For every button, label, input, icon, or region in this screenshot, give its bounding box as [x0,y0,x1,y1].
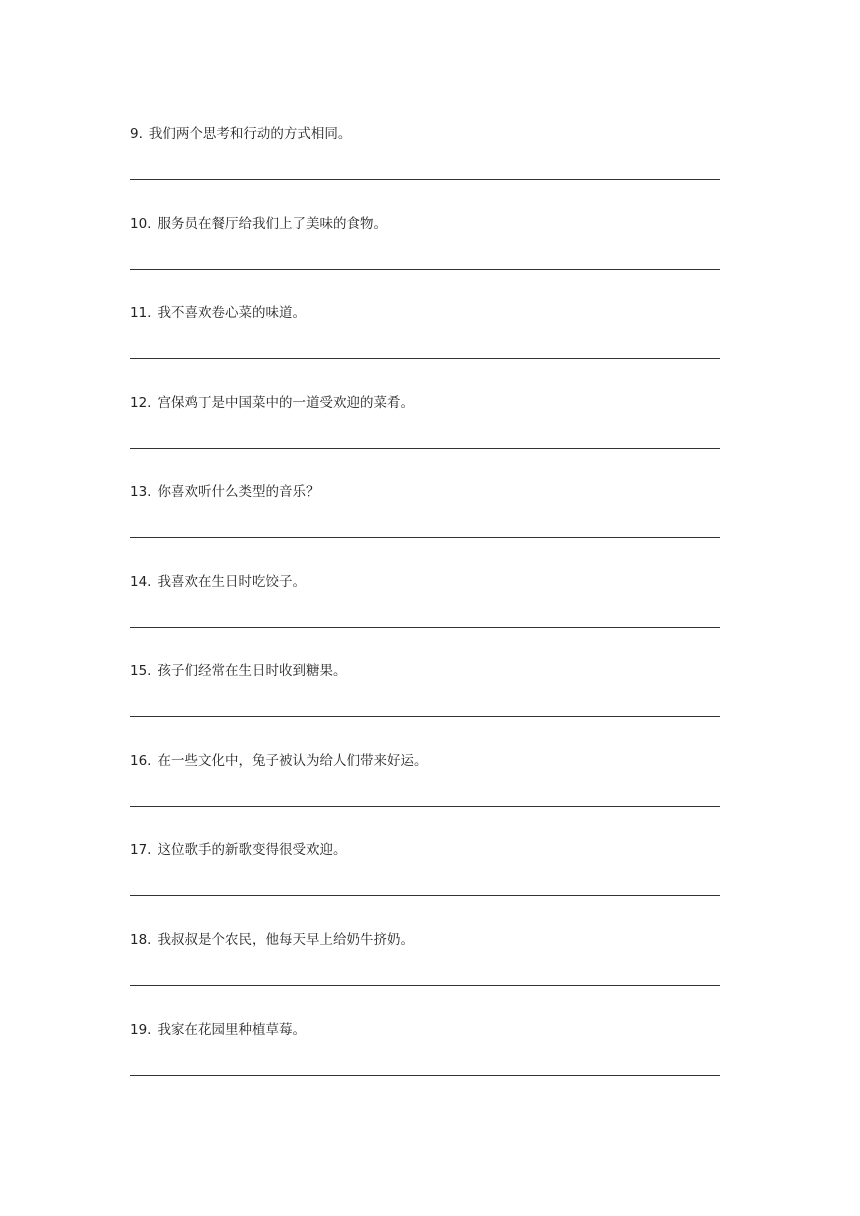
question-item [130,572,720,662]
question-text-row [130,303,306,323]
question-sentence: 我喜欢在生日时吃饺子。 [157,574,306,590]
question-text-row [130,214,387,234]
question-number: 11. [130,305,152,321]
question-sentence: 你喜欢听什么类型的音乐？ [157,484,320,500]
question-item [130,393,720,483]
question-number: 9. [130,126,143,142]
question-text-row [130,840,346,860]
question-sentence: 我们两个思考和行动的方式相同。 [148,126,352,142]
question-number: 10. [130,216,152,232]
question-text-row [130,661,346,681]
question-item [130,661,720,751]
question-text-row [130,393,414,413]
answer-line[interactable] [130,269,720,270]
answer-line[interactable] [130,627,720,628]
question-number: 12. [130,395,152,411]
question-item [130,1020,720,1110]
answer-line[interactable] [130,716,720,717]
question-sentence: 我家在花园里种植草莓。 [157,1022,306,1038]
question-number: 17. [130,842,152,858]
question-sentence: 宫保鸡丁是中国菜中的一道受欢迎的菜肴。 [157,395,414,411]
question-sentence: 在一些文化中，兔子被认为给人们带来好运。 [157,753,428,769]
question-text-row [130,482,319,502]
question-number: 13. [130,484,152,500]
question-item [130,482,720,572]
question-sentence: 我叔叔是个农民，他每天早上给奶牛挤奶。 [157,932,414,948]
question-item [130,840,720,930]
answer-line[interactable] [130,179,720,180]
question-sentence: 服务员在餐厅给我们上了美味的食物。 [157,216,387,232]
answer-line[interactable] [130,448,720,449]
question-sentence: 这位歌手的新歌变得很受欢迎。 [157,842,347,858]
question-item [130,303,720,393]
answer-line[interactable] [130,895,720,896]
answer-line[interactable] [130,985,720,986]
question-text-row [130,1020,306,1040]
question-text-row [130,572,306,592]
question-number: 14. [130,574,152,590]
question-text-row [130,124,351,144]
question-text-row [130,930,414,950]
answer-line[interactable] [130,537,720,538]
answer-line[interactable] [130,358,720,359]
question-number: 18. [130,932,152,948]
answer-line[interactable] [130,1075,720,1076]
question-number: 15. [130,663,152,679]
question-item [130,930,720,1020]
question-item [130,124,720,214]
question-item [130,751,720,841]
answer-line[interactable] [130,806,720,807]
question-sentence: 我不喜欢卷心菜的味道。 [157,305,306,321]
question-number: 16. [130,753,152,769]
question-text-row [130,751,427,771]
question-number: 19. [130,1022,152,1038]
question-item [130,214,720,304]
question-sentence: 孩子们经常在生日时收到糖果。 [157,663,347,679]
